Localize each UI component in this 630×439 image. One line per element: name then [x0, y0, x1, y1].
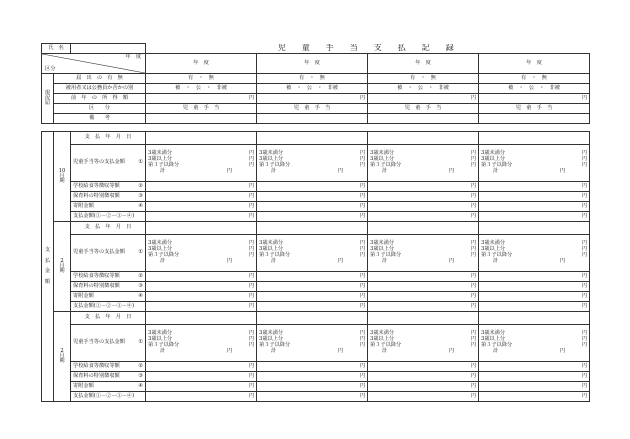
breakdown-label: 第３子以降分: [481, 252, 513, 258]
deduction-cell[interactable]: 円: [257, 212, 368, 222]
genkyo-cell[interactable]: 児 童 手 当: [257, 104, 368, 114]
yen-unit: 円: [581, 150, 588, 157]
main-amount-row: [42, 325, 590, 362]
genkyo-cell[interactable]: 被 ・ 公 ・ 非被: [257, 84, 368, 94]
deduction-cell[interactable]: 円: [146, 302, 257, 312]
deduction-cell[interactable]: 円: [368, 362, 479, 372]
yen-unit: 円: [470, 240, 477, 247]
deduction-text: 支払金額(①－②－③－④): [73, 392, 135, 399]
main-amount-text: 児童手当等の支払金額: [73, 339, 125, 346]
breakdown-cell[interactable]: [257, 235, 368, 272]
month-period-label: 10 月 期: [54, 132, 71, 222]
deduction-cell[interactable]: 円: [368, 202, 479, 212]
yen-unit: 円: [470, 246, 477, 253]
breakdown-label: 3歳以上分: [148, 336, 173, 343]
breakdown-label: 3歳未満分: [259, 150, 284, 157]
name-label: 氏 名: [42, 44, 71, 54]
yen-unit: 円: [559, 347, 566, 354]
breakdown-label: 3歳未満分: [370, 330, 395, 337]
month-period-label: 2 月 期: [54, 222, 71, 312]
genkyo-cell[interactable]: 被 ・ 公 ・ 非被: [368, 84, 479, 94]
yen-unit: 円: [248, 330, 255, 337]
yen-unit: 円: [581, 240, 588, 247]
payment-date-cell[interactable]: [146, 222, 257, 235]
breakdown-label: 3歳以上分: [259, 156, 284, 163]
breakdown-label: 第３子以降分: [148, 342, 180, 348]
breakdown-cell[interactable]: [257, 325, 368, 362]
payment-date-cell[interactable]: [479, 132, 590, 145]
genkyo-row: [42, 84, 590, 94]
yen-unit: 円: [359, 342, 366, 348]
deduction-row: [42, 382, 590, 392]
breakdown-label: 3歳未満分: [148, 330, 173, 337]
year-col-2[interactable]: 年 度: [257, 54, 368, 74]
yen-unit: 円: [470, 150, 477, 157]
yen-unit: 円: [248, 342, 255, 348]
breakdown-cell[interactable]: [368, 235, 479, 272]
deduction-cell[interactable]: 円: [479, 202, 590, 212]
yen-unit: 円: [359, 252, 366, 258]
deduction-cell[interactable]: 円: [479, 282, 590, 292]
deduction-cell[interactable]: 円: [479, 302, 590, 312]
breakdown-label: 計: [160, 167, 166, 174]
genkyo-cell[interactable]: 円: [146, 94, 257, 104]
deduction-row: [42, 212, 590, 222]
deduction-num: ④: [138, 292, 144, 299]
deduction-cell[interactable]: 円: [146, 392, 257, 402]
payment-date-label: 支 払 年 月 日: [71, 222, 146, 235]
year-col-1[interactable]: 年 度: [146, 54, 257, 74]
genkyo-cell[interactable]: 児 童 手 当: [479, 104, 590, 114]
deduction-cell[interactable]: 円: [479, 372, 590, 382]
genkyo-cell[interactable]: 円: [368, 94, 479, 104]
yen-unit: 円: [337, 167, 344, 174]
deduction-cell[interactable]: 円: [146, 192, 257, 202]
genkyo-label: 現 況 届: [42, 74, 54, 124]
deduction-row: [42, 392, 590, 402]
breakdown-cell[interactable]: [479, 145, 590, 182]
spacer: [42, 124, 590, 132]
deduction-label: [71, 192, 146, 202]
deduction-label: [71, 362, 146, 372]
breakdown-label: 第３子以降分: [148, 252, 180, 258]
breakdown-label: 3歳未満分: [370, 240, 395, 247]
genkyo-cell[interactable]: 児 童 手 当: [368, 104, 479, 114]
deduction-num: ②: [138, 182, 144, 189]
deduction-row: [42, 272, 590, 282]
yen-unit: 円: [470, 330, 477, 337]
breakdown-label: 計: [493, 347, 499, 354]
deduction-cell[interactable]: 円: [479, 382, 590, 392]
yen-unit: 円: [337, 347, 344, 354]
yen-unit: 円: [248, 150, 255, 157]
deduction-cell[interactable]: 円: [146, 202, 257, 212]
kubun-label: 区分: [45, 65, 56, 72]
genkyo-cell[interactable]: [368, 114, 479, 124]
deduction-text: 支払金額(①－②－③－④): [73, 212, 135, 219]
yen-unit: 円: [359, 150, 366, 157]
breakdown-label: 計: [271, 347, 277, 354]
yen-unit: 円: [470, 252, 477, 258]
yen-unit: 円: [581, 162, 588, 168]
yen-unit: 円: [248, 162, 255, 168]
breakdown-label: 計: [382, 347, 388, 354]
payment-date-label: 支 払 年 月 日: [71, 132, 146, 145]
genkyo-row-label: 前 年 の 所 得 額: [54, 94, 146, 104]
payment-date-row: [42, 222, 590, 235]
genkyo-row-label: 被用者又は公務員か否かの別: [54, 84, 146, 94]
breakdown-label: 第３子以降分: [370, 342, 402, 348]
yen-unit: 円: [448, 167, 455, 174]
deduction-label: [71, 372, 146, 382]
breakdown-label: 3歳以上分: [148, 246, 173, 253]
deduction-cell[interactable]: 円: [146, 382, 257, 392]
deduction-cell[interactable]: 円: [257, 372, 368, 382]
payment-date-cell[interactable]: [257, 222, 368, 235]
breakdown-cell[interactable]: [146, 145, 257, 182]
breakdown-cell[interactable]: [479, 235, 590, 272]
deduction-num: ③: [138, 372, 144, 379]
main-amount-num: ①: [138, 339, 144, 346]
genkyo-row-label: 区 分: [54, 104, 146, 114]
deduction-label: [71, 292, 146, 302]
deduction-cell[interactable]: 円: [479, 362, 590, 372]
breakdown-label: 3歳未満分: [259, 240, 284, 247]
deduction-cell[interactable]: 円: [368, 272, 479, 282]
deduction-num: ③: [138, 192, 144, 199]
genkyo-cell[interactable]: 有 ・ 無: [257, 74, 368, 84]
breakdown-cell[interactable]: [146, 235, 257, 272]
genkyo-row: [42, 104, 590, 114]
deduction-cell[interactable]: 円: [146, 182, 257, 192]
payment-date-cell[interactable]: [146, 312, 257, 325]
deduction-text: 寄附金額: [73, 202, 94, 209]
main-amount-label: [71, 145, 146, 182]
deduction-cell[interactable]: 円: [479, 292, 590, 302]
breakdown-label: 3歳以上分: [370, 336, 395, 343]
genkyo-cell[interactable]: 有 ・ 無: [368, 74, 479, 84]
genkyo-row-label: 届 出 の 有 無: [54, 74, 146, 84]
main-amount-text: 児童手当等の支払金額: [73, 159, 125, 166]
deduction-cell[interactable]: 円: [257, 382, 368, 392]
deduction-cell[interactable]: 円: [368, 392, 479, 402]
genkyo-row-label: 備 考: [54, 114, 146, 124]
genkyo-cell[interactable]: 被 ・ 公 ・ 非被: [479, 84, 590, 94]
deduction-cell[interactable]: 円: [479, 212, 590, 222]
deduction-text: 保育料の特別徴収額: [73, 372, 120, 379]
yen-unit: 円: [581, 156, 588, 163]
name-field[interactable]: [71, 44, 146, 54]
yen-unit: 円: [581, 330, 588, 337]
deduction-label: [71, 382, 146, 392]
payment-date-label: 支 払 年 月 日: [71, 312, 146, 325]
deduction-text: 寄附金額: [73, 292, 94, 299]
genkyo-cell[interactable]: 円: [479, 94, 590, 104]
deduction-num: ④: [138, 202, 144, 209]
breakdown-cell[interactable]: [479, 325, 590, 362]
header-corner: [42, 54, 146, 74]
deduction-num: ②: [138, 362, 144, 369]
payment-date-cell[interactable]: [146, 132, 257, 145]
payment-date-cell[interactable]: [257, 132, 368, 145]
deduction-row: [42, 282, 590, 292]
deduction-row: [42, 292, 590, 302]
genkyo-cell[interactable]: 有 ・ 無: [146, 74, 257, 84]
yen-unit: 円: [581, 252, 588, 258]
breakdown-label: 3歳未満分: [481, 330, 506, 337]
main-amount-row: [42, 235, 590, 272]
deduction-text: 学校給食等徴収等額: [73, 362, 120, 369]
genkyo-row: [42, 94, 590, 104]
deduction-cell[interactable]: 円: [146, 272, 257, 282]
genkyo-cell[interactable]: [257, 114, 368, 124]
deduction-num: ④: [138, 382, 144, 389]
breakdown-label: 3歳未満分: [148, 240, 173, 247]
yen-unit: 円: [559, 167, 566, 174]
deduction-cell[interactable]: 円: [257, 282, 368, 292]
yen-unit: 円: [470, 162, 477, 168]
deduction-cell[interactable]: 円: [479, 192, 590, 202]
yen-unit: 円: [581, 246, 588, 253]
deduction-text: 保育料の特別徴収額: [73, 282, 120, 289]
year-col-4[interactable]: 年 度: [479, 54, 590, 74]
breakdown-label: 3歳以上分: [259, 246, 284, 253]
breakdown-label: 第３子以降分: [259, 252, 291, 258]
yen-unit: 円: [448, 257, 455, 264]
shiharai-label: 支 払 金 額: [42, 132, 54, 402]
deduction-cell[interactable]: 円: [257, 362, 368, 372]
breakdown-label: 第３子以降分: [370, 162, 402, 168]
payment-date-cell[interactable]: [368, 132, 479, 145]
breakdown-label: 計: [160, 347, 166, 354]
deduction-row: [42, 302, 590, 312]
payment-date-row: [42, 312, 590, 325]
deduction-row: [42, 372, 590, 382]
breakdown-label: 計: [382, 167, 388, 174]
breakdown-cell[interactable]: [368, 145, 479, 182]
yen-unit: 円: [470, 336, 477, 343]
deduction-row: [42, 182, 590, 192]
breakdown-label: 3歳以上分: [370, 156, 395, 163]
year-col-3[interactable]: 年 度: [368, 54, 479, 74]
deduction-cell[interactable]: 円: [257, 202, 368, 212]
payment-date-cell[interactable]: [479, 312, 590, 325]
payment-date-row: [42, 132, 590, 145]
yen-unit: 円: [359, 156, 366, 163]
breakdown-label: 3歳未満分: [370, 150, 395, 157]
deduction-cell[interactable]: 円: [368, 292, 479, 302]
breakdown-label: 3歳以上分: [370, 246, 395, 253]
breakdown-label: 3歳以上分: [481, 246, 506, 253]
yen-unit: 円: [337, 257, 344, 264]
yen-unit: 円: [359, 240, 366, 247]
genkyo-cell[interactable]: 有 ・ 無: [479, 74, 590, 84]
deduction-num: ③: [138, 282, 144, 289]
yen-unit: 円: [226, 347, 233, 354]
breakdown-label: 3歳以上分: [481, 156, 506, 163]
deduction-cell[interactable]: 円: [479, 272, 590, 282]
breakdown-label: 第３子以降分: [259, 162, 291, 168]
deduction-cell[interactable]: 円: [146, 282, 257, 292]
deduction-row: [42, 202, 590, 212]
main-amount-label: [71, 325, 146, 362]
deduction-cell[interactable]: 円: [257, 392, 368, 402]
genkyo-cell[interactable]: 円: [257, 94, 368, 104]
deduction-cell[interactable]: 円: [146, 292, 257, 302]
breakdown-label: 3歳未満分: [481, 150, 506, 157]
breakdown-cell[interactable]: [368, 325, 479, 362]
deduction-text: 寄附金額: [73, 382, 94, 389]
genkyo-cell[interactable]: 被 ・ 公 ・ 非被: [146, 84, 257, 94]
main-amount-text: 児童手当等の支払金額: [73, 249, 125, 256]
deduction-cell[interactable]: 円: [479, 392, 590, 402]
deduction-text: 保育料の特別徴収額: [73, 192, 120, 199]
deduction-text: 学校給食等徴収等額: [73, 272, 120, 279]
breakdown-label: 3歳以上分: [481, 336, 506, 343]
yen-unit: 円: [470, 156, 477, 163]
deduction-cell[interactable]: 円: [146, 362, 257, 372]
main-amount-num: ①: [138, 249, 144, 256]
payment-date-cell[interactable]: [368, 222, 479, 235]
deduction-label: [71, 272, 146, 282]
genkyo-row: [42, 114, 590, 124]
breakdown-label: 3歳以上分: [259, 336, 284, 343]
yen-unit: 円: [581, 342, 588, 348]
genkyo-cell[interactable]: [479, 114, 590, 124]
yen-unit: 円: [359, 336, 366, 343]
yen-unit: 円: [359, 162, 366, 168]
genkyo-cell[interactable]: [146, 114, 257, 124]
yen-unit: 円: [359, 330, 366, 337]
deduction-cell[interactable]: 円: [368, 182, 479, 192]
breakdown-cell[interactable]: [257, 145, 368, 182]
yen-unit: 円: [226, 167, 233, 174]
breakdown-label: 計: [160, 257, 166, 264]
yen-unit: 円: [248, 246, 255, 253]
deduction-label: [71, 182, 146, 192]
yen-unit: 円: [248, 252, 255, 258]
yen-unit: 円: [248, 156, 255, 163]
child-allowance-form: [41, 43, 590, 402]
deduction-cell[interactable]: 円: [146, 212, 257, 222]
deduction-cell[interactable]: 円: [368, 282, 479, 292]
breakdown-label: 第３子以降分: [481, 342, 513, 348]
deduction-label: [71, 282, 146, 292]
yen-unit: 円: [470, 342, 477, 348]
deduction-cell[interactable]: 円: [146, 372, 257, 382]
form-title: 児 童 手 当 支 払 記 録: [146, 44, 590, 54]
deduction-cell[interactable]: 円: [257, 192, 368, 202]
genkyo-cell[interactable]: 児 童 手 当: [146, 104, 257, 114]
yen-unit: 円: [359, 246, 366, 253]
breakdown-label: 計: [271, 257, 277, 264]
deduction-cell[interactable]: 円: [368, 372, 479, 382]
deduction-label: [71, 302, 146, 312]
deduction-label: [71, 212, 146, 222]
breakdown-label: 第３子以降分: [481, 162, 513, 168]
deduction-text: 学校給食等徴収等額: [73, 182, 120, 189]
yen-unit: 円: [559, 257, 566, 264]
payment-date-cell[interactable]: [479, 222, 590, 235]
breakdown-label: 計: [382, 257, 388, 264]
deduction-label: [71, 202, 146, 212]
yen-unit: 円: [248, 240, 255, 247]
nendo-label: 年 度: [125, 54, 142, 60]
deduction-cell[interactable]: 円: [368, 382, 479, 392]
main-amount-num: ①: [138, 159, 144, 166]
deduction-cell[interactable]: 円: [368, 302, 479, 312]
deduction-row: [42, 192, 590, 202]
deduction-text: 支払金額(①－②－③－④): [73, 302, 135, 309]
breakdown-label: 3歳未満分: [148, 150, 173, 157]
deduction-cell[interactable]: 円: [257, 272, 368, 282]
deduction-row: [42, 362, 590, 372]
month-period-label: 2 月 期: [54, 312, 71, 402]
yen-unit: 円: [248, 336, 255, 343]
deduction-cell[interactable]: 円: [368, 212, 479, 222]
breakdown-label: 第３子以降分: [148, 162, 180, 168]
breakdown-label: 第３子以降分: [370, 252, 402, 258]
payment-date-cell[interactable]: [257, 312, 368, 325]
spacer-row: [42, 124, 590, 132]
payment-date-cell[interactable]: [368, 312, 479, 325]
breakdown-label: 第３子以降分: [259, 342, 291, 348]
yen-unit: 円: [448, 347, 455, 354]
breakdown-label: 3歳以上分: [148, 156, 173, 163]
breakdown-label: 計: [493, 167, 499, 174]
breakdown-label: 計: [271, 167, 277, 174]
main-amount-row: [42, 145, 590, 182]
deduction-cell[interactable]: 円: [257, 302, 368, 312]
deduction-cell[interactable]: 円: [479, 182, 590, 192]
deduction-cell[interactable]: 円: [257, 182, 368, 192]
yen-unit: 円: [226, 257, 233, 264]
yen-unit: 円: [581, 336, 588, 343]
deduction-cell[interactable]: 円: [368, 192, 479, 202]
deduction-cell[interactable]: 円: [257, 292, 368, 302]
breakdown-cell[interactable]: [146, 325, 257, 362]
breakdown-label: 3歳未満分: [481, 240, 506, 247]
breakdown-label: 計: [493, 257, 499, 264]
breakdown-label: 3歳未満分: [259, 330, 284, 337]
deduction-num: ②: [138, 272, 144, 279]
genkyo-row: [42, 74, 590, 84]
deduction-label: [71, 392, 146, 402]
main-amount-label: [71, 235, 146, 272]
